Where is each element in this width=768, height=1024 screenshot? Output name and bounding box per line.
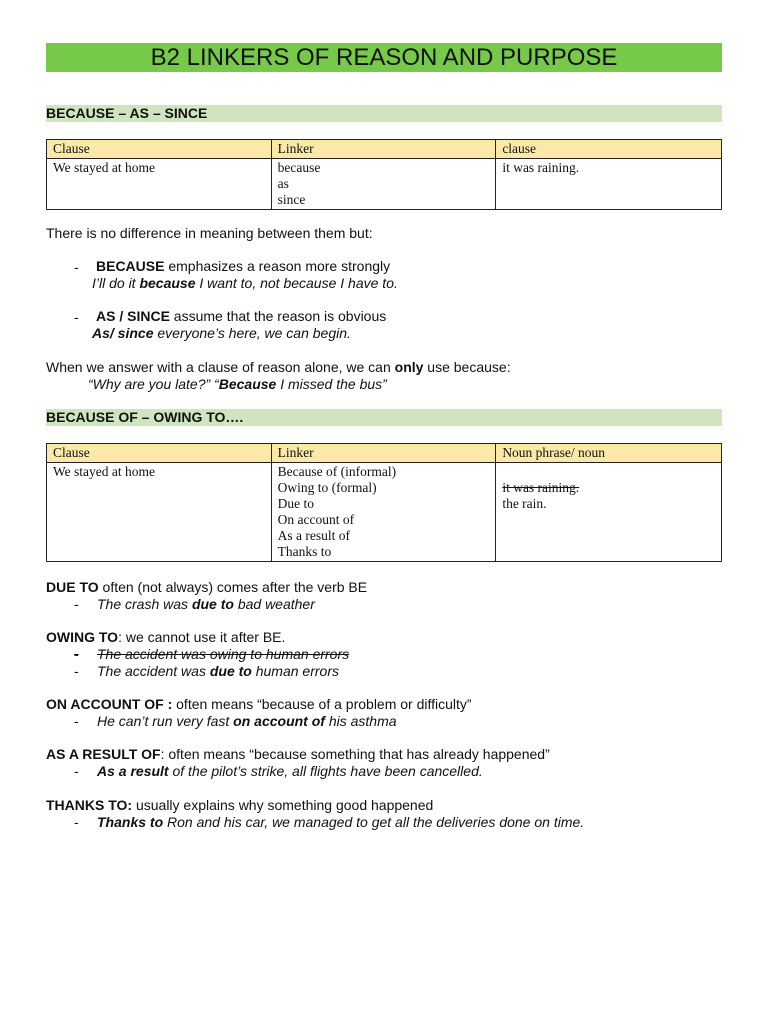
example-text: bad weather: [233, 596, 315, 612]
thanks-to-example: [97, 814, 584, 831]
point-text: assume that the reason is obvious: [169, 308, 387, 324]
note-example: [88, 376, 387, 393]
term: AS A RESULT OF: [46, 746, 161, 762]
example-bold: on account of: [233, 713, 325, 729]
table-header-row: [47, 444, 722, 463]
page-title: B2 LINKERS OF REASON AND PURPOSE: [46, 43, 722, 72]
linker-item: Thanks to: [277, 544, 332, 559]
term-text: usually explains why something good happened: [132, 797, 434, 813]
example-text: I’ll do it: [92, 275, 140, 291]
example-text: I want to, not because I have to.: [195, 275, 398, 291]
example-text: of the pilot’s strike, all flights have been cancelled.: [168, 763, 483, 779]
noun-phrase: the rain.: [502, 496, 547, 511]
linker-item: because: [277, 160, 321, 175]
table-cell-clause: We stayed at home: [47, 159, 272, 210]
section-heading-because-as-since: BECAUSE – AS – SINCE: [46, 105, 722, 122]
example-text: human errors: [251, 663, 339, 679]
example-bold: due to: [191, 596, 234, 612]
point-as-since-example: [92, 325, 351, 342]
term: THANKS TO:: [46, 797, 133, 813]
intro-text: There is no difference in meaning between them but:: [46, 225, 373, 241]
example-text: his asthma: [324, 713, 397, 729]
term-text: often (not always) comes after the verb BE: [98, 579, 368, 595]
table-row: [47, 463, 722, 562]
note-post: use because:: [423, 359, 511, 375]
example-text: everyone’s here, we can begin.: [153, 325, 351, 341]
example-table-2: [46, 443, 722, 562]
table-cell-clause: We stayed at home: [47, 463, 272, 562]
term-text: : often means “because something that has already happened”: [160, 746, 550, 762]
linker-item: since: [277, 192, 306, 207]
term-text: often means “because of a problem or difficulty”: [172, 696, 472, 712]
term-text: : we cannot use it after BE.: [118, 629, 286, 645]
bullet-dash: -: [74, 259, 79, 275]
point-as-since: [96, 308, 386, 325]
bullet-dash: -: [74, 814, 79, 830]
term: OWING TO: [46, 629, 119, 645]
owing-to-wrong-example: The accident was owing to human errors: [97, 646, 350, 662]
example-bold: because: [139, 275, 196, 291]
bullet-dash: -: [74, 713, 79, 729]
term: ON ACCOUNT OF :: [46, 696, 173, 712]
linker-item: as: [277, 176, 289, 191]
bullet-dash: -: [74, 309, 79, 325]
note-pre: When we answer with a clause of reason alone, we can: [46, 359, 395, 375]
thanks-to-heading: [46, 797, 433, 814]
bullet-dash: -: [74, 646, 79, 662]
table-header-cell: clause: [496, 140, 722, 159]
example-bold: Thanks to: [97, 814, 164, 830]
example-text: He can’t run very fast: [97, 713, 234, 729]
example-table-1: [46, 139, 722, 210]
table-header-cell: Noun phrase/ noun: [496, 444, 722, 463]
example-bold: due to: [209, 663, 252, 679]
table-cell-linkers: [271, 463, 496, 562]
table-row: [47, 159, 722, 210]
example-bold: As/ since: [92, 325, 154, 341]
table-header-cell: Linker: [271, 140, 496, 159]
owing-to-heading: [46, 629, 285, 646]
term: BECAUSE: [96, 258, 165, 274]
example-text: “Why are you late?” “: [88, 376, 219, 392]
due-to-example: [97, 596, 315, 613]
linker-item: Because of (informal): [277, 464, 397, 479]
linker-item: Owing to (formal): [277, 480, 377, 495]
note-text: [46, 359, 511, 376]
linker-item: As a result of: [277, 528, 351, 543]
table-header-row: [47, 140, 722, 159]
example-text: I missed the bus”: [276, 376, 387, 392]
due-to-heading: [46, 579, 367, 596]
linker-item: On account of: [277, 512, 355, 527]
as-a-result-of-example: [97, 763, 483, 780]
table-cell-linkers: [271, 159, 496, 210]
table-header-cell: Clause: [47, 444, 272, 463]
term: DUE TO: [46, 579, 99, 595]
on-account-of-example: [97, 713, 397, 730]
owing-to-correct-example: [97, 663, 339, 680]
as-a-result-of-heading: [46, 746, 550, 763]
table-cell-noun: [496, 463, 722, 562]
struck-clause: it was raining.: [502, 480, 580, 495]
table-header-cell: Clause: [47, 140, 272, 159]
on-account-of-heading: [46, 696, 472, 713]
note-bold: only: [394, 359, 424, 375]
bullet-dash: -: [74, 763, 79, 779]
bullet-dash: -: [74, 596, 79, 612]
table-cell-result: it was raining.: [496, 159, 722, 210]
point-text: emphasizes a reason more strongly: [164, 258, 391, 274]
example-bold: Because: [218, 376, 277, 392]
example-text: The crash was: [97, 596, 192, 612]
example-text: The accident was: [97, 663, 210, 679]
point-because-example: [92, 275, 398, 292]
example-bold: As a result: [97, 763, 169, 779]
point-because: [96, 258, 390, 275]
bullet-dash: -: [74, 663, 79, 679]
linker-item: Due to: [277, 496, 315, 511]
term: AS / SINCE: [96, 308, 170, 324]
section-heading-because-of-owing-to: BECAUSE OF – OWING TO….: [46, 409, 722, 426]
table-header-cell: Linker: [271, 444, 496, 463]
example-text: Ron and his car, we managed to get all the deliveries done on time.: [163, 814, 585, 830]
